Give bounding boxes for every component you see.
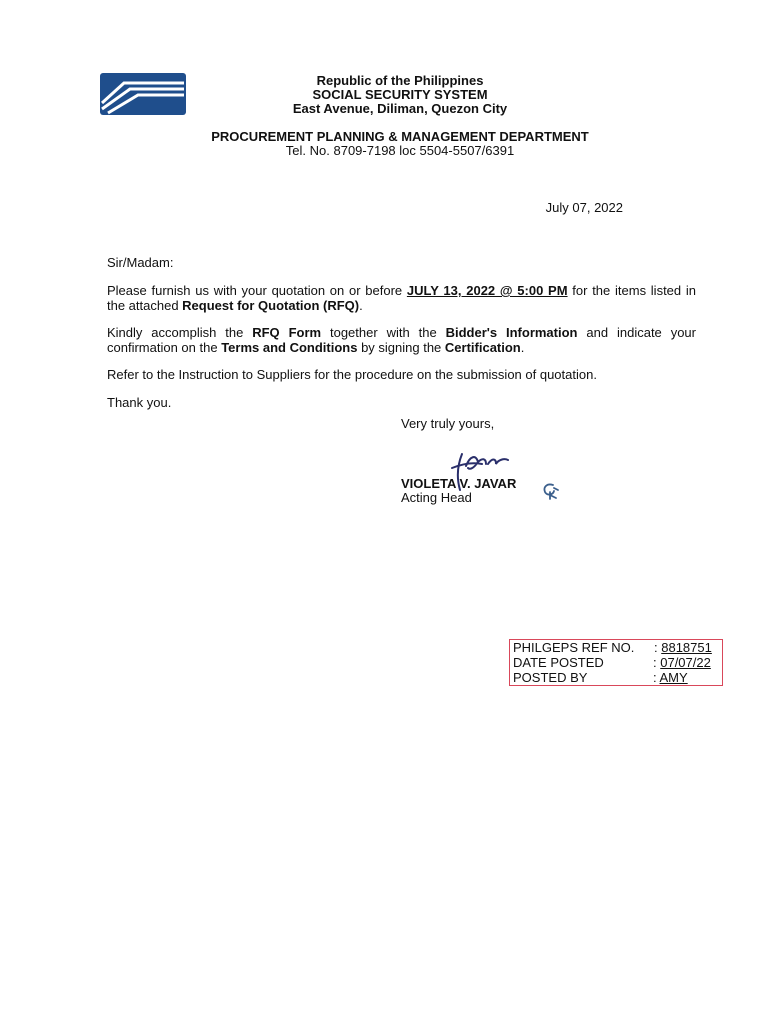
philgeps-ref-label: PHILGEPS REF NO. bbox=[513, 640, 635, 655]
philgeps-ref-value: 8818751 bbox=[661, 640, 712, 655]
header-republic: Republic of the Philippines bbox=[316, 73, 484, 88]
letter-date: July 07, 2022 bbox=[545, 200, 623, 215]
paragraph-submission: Refer to the Instruction to Suppliers for the procedure on the submission of quotation. bbox=[107, 367, 597, 382]
philgeps-ref-sep: : bbox=[654, 640, 662, 655]
header-telephone: Tel. No. 8709-7198 loc 5504-5507/6391 bbox=[285, 143, 515, 158]
philgeps-ref-value-wrap bbox=[654, 640, 712, 655]
p2-text-e: . bbox=[520, 339, 525, 355]
paragraph-instructions bbox=[107, 326, 696, 355]
rfq-reference: Request for Quotation (RFQ) bbox=[182, 297, 360, 313]
posted-by-label: POSTED BY bbox=[513, 670, 588, 685]
p2-text-b: together with the bbox=[321, 325, 446, 340]
p1-text-a: Please furnish us with your quotation on or before bbox=[107, 283, 407, 298]
date-posted-value-wrap bbox=[653, 655, 711, 670]
p1-text-b: for the items listed in the attached bbox=[107, 283, 696, 313]
certification: Certification bbox=[444, 339, 521, 355]
posted-by-value-wrap bbox=[653, 670, 688, 685]
header-department: PROCUREMENT PLANNING & MANAGEMENT DEPARTMENT bbox=[211, 129, 589, 144]
signatory-title: Acting Head bbox=[401, 490, 472, 505]
ref-row-date-posted bbox=[510, 655, 722, 670]
header-address: East Avenue, Diliman, Quezon City bbox=[292, 101, 508, 116]
posted-by-value: AMY bbox=[659, 670, 688, 685]
p1-text-c: . bbox=[359, 297, 363, 313]
p2-text-a: Kindly accomplish the bbox=[107, 325, 253, 340]
philgeps-reference-box bbox=[509, 639, 723, 686]
posted-by-sep: : bbox=[653, 670, 660, 685]
ref-row-posted-by bbox=[510, 670, 722, 685]
bidder-information: Bidder's Information bbox=[445, 325, 578, 340]
salutation: Sir/Madam: bbox=[107, 255, 174, 270]
terms-and-conditions: Terms and Conditions bbox=[221, 339, 358, 355]
header-agency: SOCIAL SECURITY SYSTEM bbox=[312, 87, 488, 102]
p2-text-c: and indicate your confirmation on the bbox=[107, 325, 696, 355]
date-posted-value: 07/07/22 bbox=[660, 655, 711, 670]
initial-mark-icon bbox=[541, 481, 559, 501]
ref-row-philgeps bbox=[510, 640, 722, 655]
deadline: JULY 13, 2022 @ 5:00 PM bbox=[406, 283, 568, 298]
p2-text-d: by signing the bbox=[357, 339, 445, 355]
rfq-form: RFQ Form bbox=[252, 325, 322, 340]
date-posted-sep: : bbox=[653, 655, 661, 670]
thank-you: Thank you. bbox=[107, 395, 172, 410]
date-posted-label: DATE POSTED bbox=[513, 655, 604, 670]
paragraph-quotation-request bbox=[107, 284, 696, 313]
closing: Very truly yours, bbox=[401, 416, 495, 431]
signatory-name: VIOLETA V. JAVAR bbox=[401, 476, 517, 491]
